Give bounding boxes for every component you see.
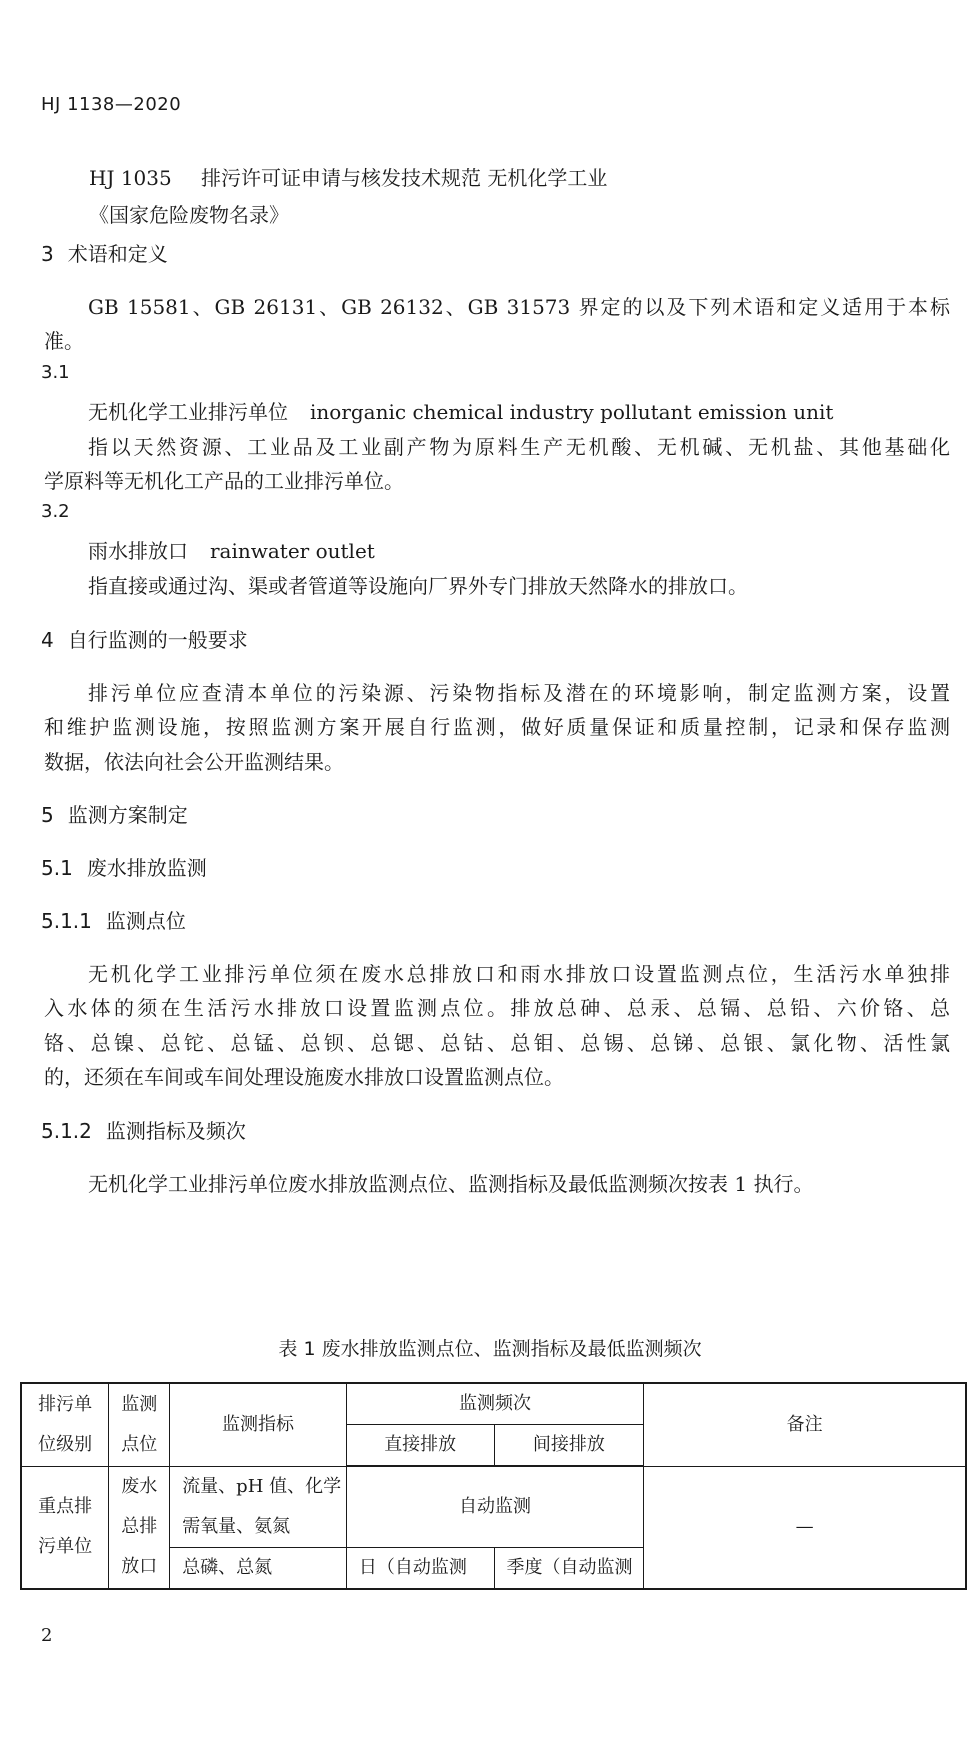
section-5-1-1-paragraph-line-3: 铬、总镍、总铊、总锰、总钡、总锶、总钴、总钼、总锡、总锑、总银、氯化物、活性氯: [44, 1031, 950, 1055]
clause-3-2-term: [88, 535, 375, 564]
cell-monitoring-point: 废水 总排 放口: [109, 1466, 170, 1589]
section-5-1-heading: 5.1 废水排放监测: [41, 856, 207, 880]
header-indicator: 监测指标: [170, 1383, 347, 1466]
reference-code: HJ 1035: [89, 166, 172, 190]
normative-reference-hj1035: [89, 162, 607, 191]
section-5-1-2-heading: 5.1.2 监测指标及频次: [41, 1119, 246, 1143]
monitoring-table: [20, 1382, 967, 1590]
cell-unit-level: 重点排 污单位: [21, 1466, 109, 1589]
clause-3-2-definition: 指直接或通过沟、渠或者管道等设施向厂界外专门排放天然降水的排放口。: [88, 574, 748, 598]
cell-frequency-auto: 自动监测: [346, 1466, 643, 1547]
normative-reference-hazardous-waste-list: 《国家危险废物名录》: [89, 203, 289, 227]
section-5-1-2-paragraph: 无机化学工业排污单位废水排放监测点位、监测指标及最低监测频次按表 1 执行。: [88, 1172, 814, 1196]
header-indirect-discharge: 间接排放: [494, 1425, 644, 1467]
header-remarks: 备注: [644, 1383, 966, 1466]
section-4-paragraph-line-3: 数据，依法向社会公开监测结果。: [44, 750, 344, 774]
cell-frequency-indirect: 季度（自动监测: [494, 1547, 644, 1589]
document-code: HJ 1138—2020: [41, 94, 182, 115]
table-caption: 表 1 废水排放监测点位、监测指标及最低监测频次: [278, 1338, 702, 1360]
term-chinese: 无机化学工业排污单位: [88, 400, 288, 424]
header-frequency: 监测频次: [346, 1383, 643, 1425]
clause-3-1-definition-line-1: 指以天然资源、工业品及工业副产物为原料生产无机酸、无机碱、无机盐、其他基础化: [88, 435, 950, 459]
cell-indicator-1: 流量、pH 值、化学 需氧量、氨氮: [170, 1466, 347, 1547]
section-5-heading: 5 监测方案制定: [41, 803, 188, 827]
clause-3-1-definition-line-2: 学原料等无机化工产品的工业排污单位。: [44, 469, 404, 493]
section-4-paragraph-line-2: 和维护监测设施，按照监测方案开展自行监测，做好质量保证和质量控制，记录和保存监测: [44, 715, 950, 739]
term-english: rainwater outlet: [210, 539, 375, 563]
section-3-heading: 3 术语和定义: [41, 242, 168, 266]
term-chinese: 雨水排放口: [88, 539, 188, 563]
section-5-1-1-paragraph-line-4: 的，还须在车间或车间处理设施废水排放口设置监测点位。: [44, 1065, 564, 1089]
header-monitoring-point: 监测 点位: [109, 1383, 170, 1466]
section-3-paragraph-line-1: GB 15581、GB 26131、GB 26132、GB 31573 界定的以及下列术语和定义适用于本标: [88, 295, 950, 319]
section-5-1-1-heading: 5.1.1 监测点位: [41, 909, 186, 933]
reference-title: 排污许可证申请与核发技术规范 无机化学工业: [201, 166, 608, 190]
clause-3-2-number: 3.2: [41, 501, 70, 522]
section-5-1-1-paragraph-line-2: 入水体的须在生活污水排放口设置监测点位。排放总砷、总汞、总镉、总铅、六价铬、总: [44, 996, 950, 1020]
section-4-heading: 4 自行监测的一般要求: [41, 628, 248, 652]
section-4-paragraph-line-1: 排污单位应查清本单位的污染源、污染物指标及潜在的环境影响，制定监测方案，设置: [88, 681, 950, 705]
page-number: 2: [41, 1625, 53, 1646]
clause-3-1-term: [88, 396, 833, 425]
cell-frequency-direct: 日（自动监测: [346, 1547, 494, 1589]
section-5-1-1-paragraph-line-1: 无机化学工业排污单位须在废水总排放口和雨水排放口设置监测点位，生活污水单独排: [88, 962, 950, 986]
cell-remark: —: [644, 1466, 966, 1589]
clause-3-1-number: 3.1: [41, 362, 70, 383]
section-3-paragraph-line-2: 准。: [44, 329, 84, 353]
cell-indicator-2: 总磷、总氮: [170, 1547, 347, 1589]
header-unit-level: 排污单 位级别: [21, 1383, 109, 1466]
header-direct-discharge: 直接排放: [346, 1425, 494, 1467]
term-english: inorganic chemical industry pollutant emission unit: [310, 400, 834, 424]
